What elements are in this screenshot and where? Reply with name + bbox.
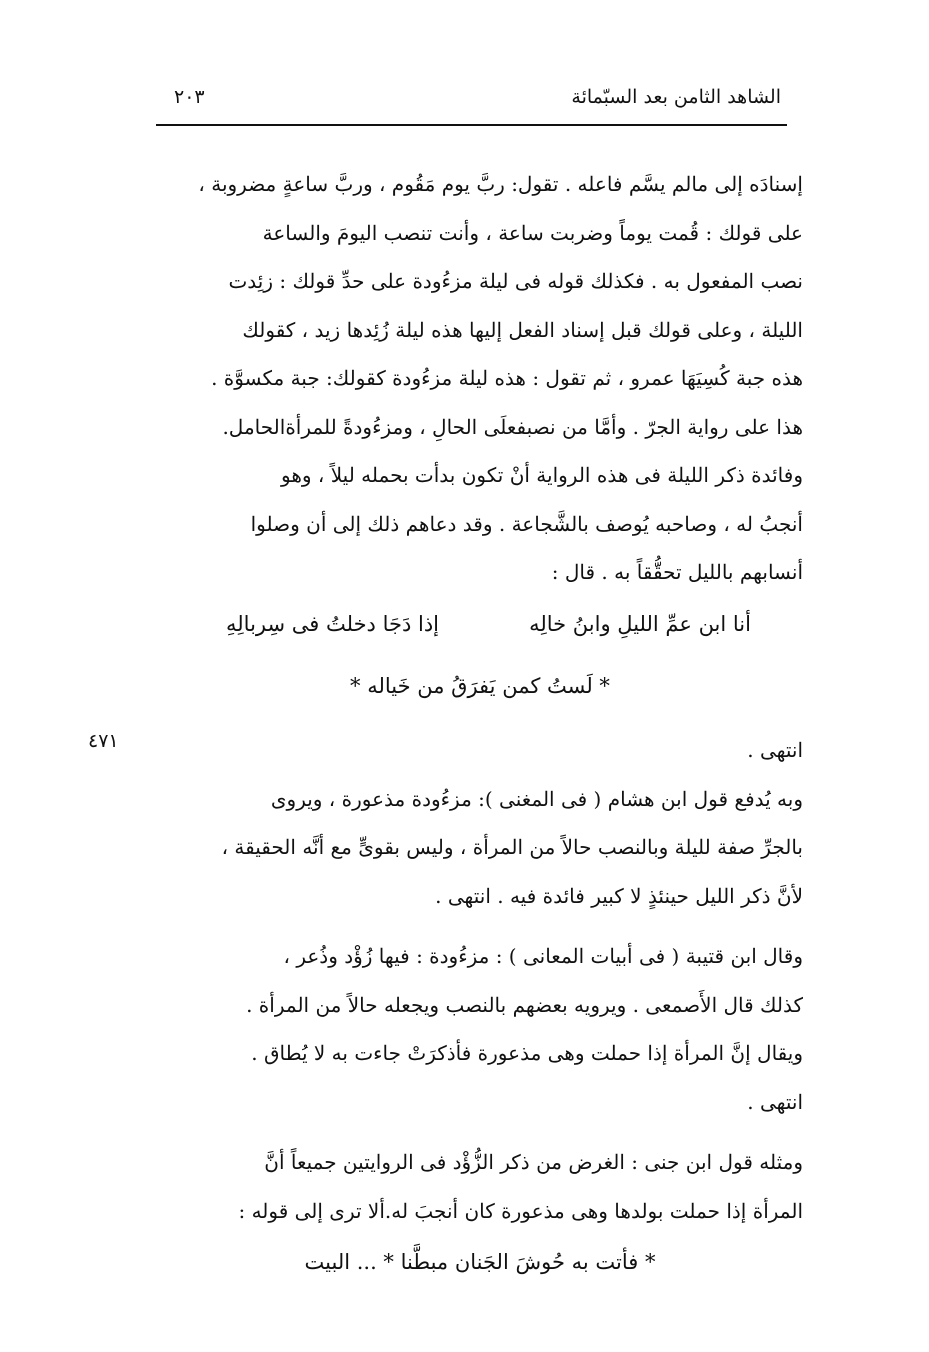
verse-1-hemistich-left: إذا دَجَا دخلتُ فى سِربالِهِ — [226, 612, 439, 636]
text-line: وفائدة ذكر الليلة فى هذه الرواية أنْ تكون بدأت بحمله ليلاً ، وهو — [281, 463, 803, 487]
text-line: الليلة ، وعلى قولك قبل إسناد الفعل إليها هذه ليلة زُئِدها زيد ، كقولك — [242, 317, 803, 342]
text-line: انتهى . — [747, 738, 803, 762]
text-line: أنجبُ له ، وصاحبه يُوصف بالشَّجاعة . وقد دعاهم ذلك إلى أن وصلوا — [250, 511, 803, 536]
paragraph-2 — [157, 726, 803, 920]
header-rule — [156, 124, 787, 126]
text-line: لأنَّ ذكر الليل حينئذٍ لا كبير فائدة فيه . انتهى . — [435, 883, 803, 908]
text-line: ويقال إنَّ المرأة إذا حملت وهى مذعورة فأذكرَتْ جاءت به لا يُطاق . — [251, 1041, 803, 1065]
text-line: نصب المفعول به . فكذلك قوله فى ليلة مزءُودة على حدِّ قولك : زئِدت — [228, 269, 803, 293]
verse-2: * فأتت به حُوشَ الجَنان مبطَّنا * ... البيت — [304, 1250, 656, 1274]
text-line: هذه جبة كُسِيَهَا عمرو ، ثم تقول : هذه ليلة مزءُودة كقولك: جبة مكسوَّة . — [211, 366, 803, 390]
text-line: انتهى . — [747, 1089, 803, 1114]
text-line: ومثله قول ابن جنى : الغرض من ذكر الزُّؤْد فى الروايتين جميعاً أنَّ — [264, 1150, 803, 1174]
text-line: أنسابهم بالليل تحقُّقاً به . قال : — [551, 560, 803, 584]
text-line: على قولك : قُمت يوماً وضربت ساعة ، وأنت تنصب اليومَ والساعة — [262, 220, 803, 245]
text-line: وبه يُدفع قول ابن هشام ( فى المغنى ): مزءُودة مذعورة ، ويروى — [270, 786, 803, 811]
text-line: كذلك قال الأَصمعى . ويرويه بعضهم بالنصب ويجعله حالاً من المرأة . — [246, 992, 803, 1017]
margin-number: ٤٧١ — [88, 730, 119, 752]
text-line: هذا على رواية الجرّ . وأمَّا من نصبفعلَى الحالِ ، ومزءُودةً للمرأةالحامل. — [222, 414, 803, 439]
text-line: بالجرِّ صفة لليلة وبالنصب حالاً من المرأة ، وليس بقوىٍّ مع أنَّه الحقيقة ، — [221, 835, 803, 859]
text-line: وقال ابن قتيبة ( فى أبيات المعانى ) : مزءُودة : فيها زُؤْد وذُعر ، — [283, 944, 803, 968]
paragraph-1 — [157, 160, 803, 597]
paragraph-4 — [157, 1138, 803, 1235]
verse-1-hemistich-right: أنا ابن عمِّ الليلِ وابنُ خالِه — [529, 612, 751, 636]
text-line: إسنادَه إلى مالم يسَّم فاعله . تقول: ربَّ يوم مَقُوم ، وربَّ ساعةٍ مضروبة ، — [198, 172, 803, 196]
verse-1-line-2: * لَستُ كمن يَفرَقُ من خَياله * — [350, 674, 610, 698]
paragraph-3 — [157, 932, 803, 1126]
running-title: الشاهد الثامن بعد السبّمائة — [571, 86, 781, 108]
text-line: المرأة إذا حملت بولدها وهى مذعورة كان أنجبَ له.ألا ترى إلى قوله : — [238, 1198, 803, 1223]
page-number: ٢٠٣ — [174, 86, 205, 108]
